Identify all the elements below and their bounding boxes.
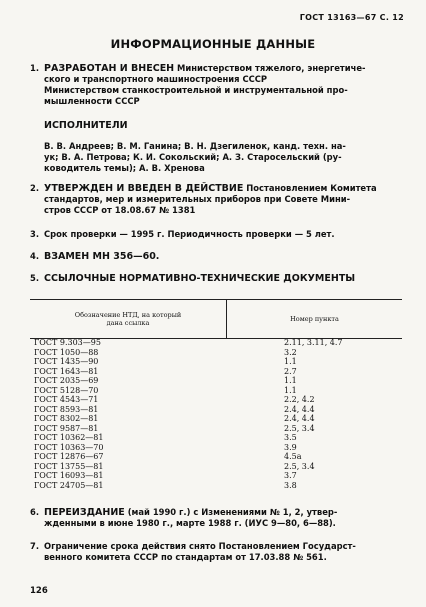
table-row — [30, 443, 402, 453]
section-4 — [30, 251, 400, 262]
table-cell-clause: 3.8 — [284, 480, 297, 490]
table-cell-clause: 3.9 — [284, 442, 297, 452]
table-cell-document: ГОСТ 9.303—95 — [34, 338, 101, 347]
table-cell-document: ГОСТ 1050—88 — [34, 347, 99, 357]
table-cell-clause: 2.5, 3.4 — [284, 423, 315, 433]
table-cell-document: ГОСТ 12876—67 — [34, 452, 104, 461]
section-3-number: 3. — [30, 229, 40, 239]
page-title: ИНФОРМАЦИОННЫЕ ДАННЫЕ — [110, 37, 316, 51]
table-row — [30, 357, 402, 367]
performers-line-2: ук; В. А. Петрова; К. И. Сокольский; А. З. Старосельский (ру- — [44, 152, 342, 162]
section-7 — [30, 541, 400, 563]
document-reference: ГОСТ 13163—67 С. 12 — [299, 13, 404, 22]
table-row — [30, 386, 402, 396]
table-cell-document: ГОСТ 4543—71 — [34, 395, 99, 404]
table-cell-clause: 2.11, 3.11, 4.7 — [284, 338, 343, 347]
column-header-document — [30, 300, 227, 338]
table-row — [30, 433, 402, 443]
table-row — [30, 414, 402, 424]
section-7-line-1: Ограничение срока действия снято Постановлением Государст- — [44, 541, 356, 551]
column-header-clause: Номер пункта — [290, 315, 339, 323]
table-row — [30, 471, 402, 481]
section-6 — [30, 507, 400, 529]
table-cell-clause: 2.7 — [284, 366, 297, 376]
section-3 — [30, 229, 400, 240]
section-5-heading: ССЫЛОЧНЫЕ НОРМАТИВНО-ТЕХНИЧЕСКИЕ ДОКУМЕНТЫ — [44, 273, 356, 284]
table-cell-clause: 1.1 — [284, 385, 297, 395]
performers-heading: ИСПОЛНИТЕЛИ — [44, 120, 128, 131]
section-2-text: Постановлением Комитета — [243, 183, 377, 193]
section-7-line-2: венного комитета СССР по стандартам от 17.03.88 № 561. — [44, 552, 327, 562]
section-6-text: (май 1990 г.) с Изменениями № 1, 2, утвер- — [124, 507, 338, 517]
table-cell-document: ГОСТ 8593—81 — [34, 404, 99, 414]
performers-line-3: ководитель темы); А. В. Хренова — [44, 163, 205, 173]
table-row — [30, 462, 402, 472]
section-6-number: 6. — [30, 507, 40, 517]
table-cell-document: ГОСТ 5128—70 — [34, 385, 99, 395]
table-cell-clause: 3.2 — [284, 347, 297, 357]
section-1-line-3: Министерством станкостроительной и инструментальной про- — [44, 85, 348, 95]
section-2 — [30, 183, 400, 216]
table-cell-document: ГОСТ 8302—81 — [34, 414, 99, 423]
table-cell-clause: 3.5 — [284, 433, 297, 442]
table-cell-document: ГОСТ 16093—81 — [34, 471, 104, 480]
section-1-heading: РАЗРАБОТАН И ВНЕСЕН — [44, 63, 175, 74]
table-cell-document: ГОСТ 1435—90 — [34, 357, 99, 366]
table-row — [30, 452, 402, 462]
column-header-document-label: Обозначение НТД, на который дана ссылка — [74, 311, 182, 327]
section-2-line-2: стандартов, мер и измерительных приборов при Совете Мини- — [44, 194, 351, 204]
table-cell-clause: 2.5, 3.4 — [284, 461, 315, 471]
section-1 — [30, 63, 400, 107]
table-row — [30, 338, 402, 348]
table-cell-document: ГОСТ 1643—81 — [34, 366, 99, 376]
section-6-heading: ПЕРЕИЗДАНИЕ — [44, 507, 125, 518]
section-4-number: 4. — [30, 251, 40, 261]
table-cell-document: ГОСТ 24705—81 — [34, 480, 104, 490]
page-number: 126 — [30, 586, 48, 596]
performers-list — [44, 141, 400, 174]
table-cell-document: ГОСТ 2035—69 — [34, 376, 99, 385]
section-4-text: ВЗАМЕН МН 356—60. — [44, 251, 160, 262]
table-cell-clause: 3.7 — [284, 471, 297, 480]
section-5-number: 5. — [30, 273, 40, 283]
table-cell-document: ГОСТ 9587—81 — [34, 423, 99, 433]
section-7-number: 7. — [30, 541, 40, 551]
table-cell-clause: 2.4, 4.4 — [284, 414, 315, 423]
section-1-text: Министерством тяжелого, энергетиче- — [174, 63, 366, 73]
table-cell-clause: 1.1 — [284, 357, 297, 366]
table-row — [30, 395, 402, 405]
table-row — [30, 367, 402, 377]
section-3-text: Срок проверки — 1995 г. Периодичность проверки — 5 лет. — [44, 229, 335, 239]
section-2-number: 2. — [30, 183, 40, 193]
table-cell-clause: 2.2, 4.2 — [284, 395, 315, 404]
table-row — [30, 376, 402, 386]
table-row — [30, 481, 402, 491]
table-cell-clause: 2.4, 4.4 — [284, 404, 315, 414]
table-cell-clause: 4.5а — [284, 452, 302, 461]
table-row — [30, 348, 402, 358]
section-5 — [30, 273, 400, 284]
table-row — [30, 405, 402, 415]
section-1-line-4: мышленности СССР — [44, 96, 140, 106]
references-table-body — [30, 338, 402, 490]
section-2-line-3: стров СССР от 18.08.67 № 1381 — [44, 205, 196, 215]
section-6-line-2: жденными в июне 1980 г., марте 1988 г. (ИУС 9—80, 6—88). — [44, 518, 336, 528]
section-2-heading: УТВЕРЖДЕН И ВВЕДЕН В ДЕЙСТВИЕ — [44, 183, 244, 194]
table-cell-document: ГОСТ 13755—81 — [34, 461, 104, 471]
table-cell-clause: 1.1 — [284, 376, 297, 385]
table-cell-document: ГОСТ 10362—81 — [34, 433, 104, 442]
table-row — [30, 424, 402, 434]
section-1-number: 1. — [30, 63, 40, 73]
performers-line-1: В. В. Андреев; В. М. Ганина; В. Н. Дзегиленок, канд. техн. на- — [44, 141, 346, 151]
section-1-line-2: ского и транспортного машиностроения СССР — [44, 74, 268, 84]
references-table-header — [30, 299, 402, 339]
table-cell-document: ГОСТ 10363—70 — [34, 442, 104, 452]
